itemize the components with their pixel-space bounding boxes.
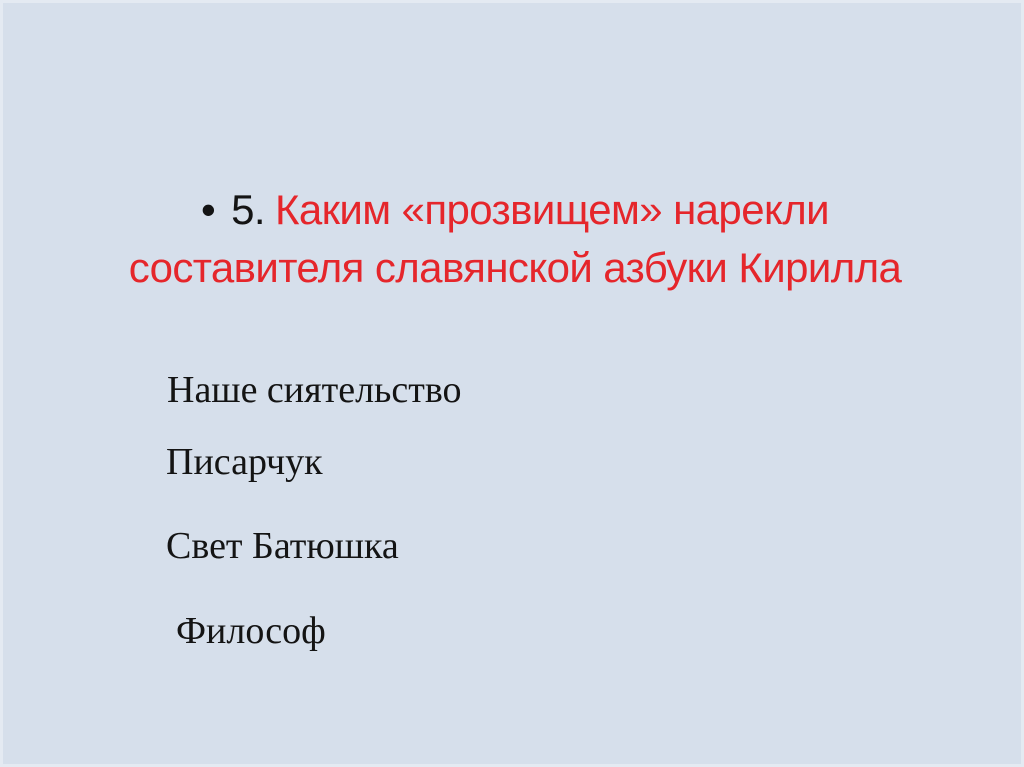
answer-option-4: Философ	[176, 610, 326, 652]
question-line-1	[62, 181, 968, 239]
bullet-marker: •	[201, 186, 216, 233]
question-text-line1: Каким «прозвищем» нарекли	[274, 186, 829, 233]
question-text-line2: составителя славянской азбуки Кирилла	[128, 244, 902, 291]
question-number: 5.	[231, 186, 265, 233]
answer-option-3: Свет Батюшка	[166, 525, 399, 567]
answer-option-1: Наше сиятельство	[167, 369, 462, 411]
question-title	[62, 181, 968, 297]
answer-option-2: Писарчук	[166, 441, 323, 483]
